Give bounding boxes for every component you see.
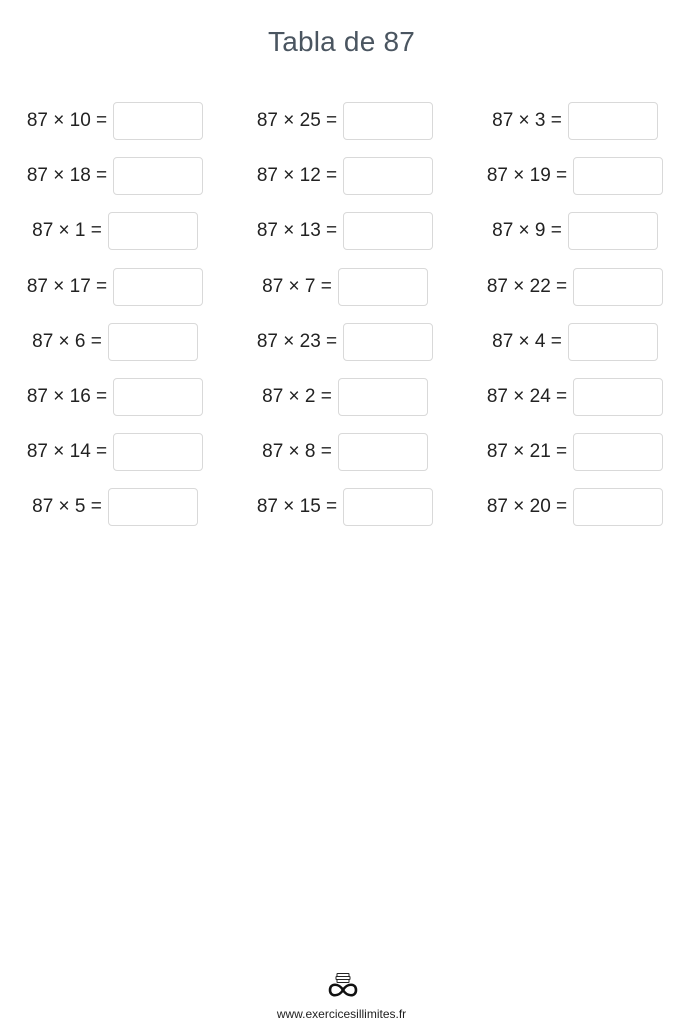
exercise-item — [460, 156, 683, 196]
answer-input[interactable] — [573, 157, 663, 195]
exercise-row — [0, 322, 683, 377]
exercise-grid — [0, 101, 683, 543]
exercise-item — [230, 377, 460, 417]
answer-input[interactable] — [568, 212, 658, 250]
exercise-expression: 87 × 16 = — [26, 385, 108, 407]
answer-input[interactable] — [573, 433, 663, 471]
exercise-row — [0, 267, 683, 322]
exercise-expression: 87 × 23 = — [256, 330, 338, 352]
exercise-expression: 87 × 25 = — [256, 110, 338, 131]
answer-input[interactable] — [573, 268, 663, 306]
exercise-item — [460, 267, 683, 307]
exercise-row — [0, 211, 683, 266]
exercise-expression: 87 × 24 = — [486, 385, 568, 407]
exercise-item — [230, 101, 460, 141]
answer-input[interactable] — [113, 157, 203, 195]
exercise-item — [0, 211, 230, 251]
exercise-expression: 87 × 22 = — [486, 275, 568, 297]
answer-input[interactable] — [573, 378, 663, 416]
answer-input[interactable] — [108, 212, 198, 250]
exercise-item — [460, 322, 683, 362]
exercise-expression: 87 × 1 = — [32, 220, 102, 242]
answer-input[interactable] — [343, 157, 433, 195]
exercise-expression: 87 × 14 = — [26, 441, 108, 463]
exercise-item — [0, 377, 230, 417]
exercise-item — [0, 487, 230, 527]
exercise-item — [230, 432, 460, 472]
answer-input[interactable] — [108, 323, 198, 361]
exercise-expression: 87 × 18 = — [26, 165, 108, 187]
exercise-item — [0, 156, 230, 196]
exercise-item — [0, 322, 230, 362]
exercise-item — [230, 322, 460, 362]
answer-input[interactable] — [343, 323, 433, 361]
answer-input[interactable] — [113, 378, 203, 416]
exercise-expression: 87 × 21 = — [486, 441, 568, 463]
exercise-expression: 87 × 19 = — [486, 165, 568, 187]
answer-input[interactable] — [338, 268, 428, 306]
exercise-item — [0, 101, 230, 141]
exercise-expression: 87 × 13 = — [256, 220, 338, 242]
exercise-expression: 87 × 4 = — [492, 330, 562, 352]
exercise-row — [0, 377, 683, 432]
exercise-item — [230, 267, 460, 307]
exercise-row — [0, 156, 683, 211]
exercise-expression: 87 × 9 = — [492, 220, 562, 242]
answer-input[interactable] — [108, 488, 198, 526]
exercise-item — [460, 432, 683, 472]
answer-input[interactable] — [338, 378, 428, 416]
exercise-item — [230, 156, 460, 196]
exercise-expression: 87 × 5 = — [32, 496, 102, 518]
exercise-expression: 87 × 2 = — [262, 385, 332, 407]
page-title: Tabla de 87 — [268, 26, 415, 57]
answer-input[interactable] — [338, 433, 428, 471]
exercise-row — [0, 487, 683, 542]
exercise-expression: 87 × 3 = — [492, 110, 562, 131]
exercise-item — [0, 267, 230, 307]
exercise-row — [0, 101, 683, 156]
answer-input[interactable] — [343, 212, 433, 250]
infinity-books-icon — [326, 972, 360, 998]
answer-input[interactable] — [113, 102, 203, 140]
answer-input[interactable] — [343, 488, 433, 526]
exercise-expression: 87 × 20 = — [486, 496, 568, 518]
exercise-expression: 87 × 6 = — [32, 330, 102, 352]
exercise-expression: 87 × 15 = — [256, 496, 338, 518]
exercise-item — [460, 211, 683, 251]
exercise-expression: 87 × 7 = — [262, 275, 332, 297]
exercise-expression: 87 × 12 = — [256, 165, 338, 187]
answer-input[interactable] — [568, 102, 658, 140]
exercise-expression: 87 × 10 = — [26, 110, 108, 131]
exercise-item — [460, 377, 683, 417]
exercise-item — [230, 487, 460, 527]
answer-input[interactable] — [113, 268, 203, 306]
answer-input[interactable] — [343, 102, 433, 140]
exercise-row — [0, 432, 683, 487]
exercise-item — [0, 432, 230, 472]
exercise-item — [460, 101, 683, 141]
exercise-expression: 87 × 17 = — [26, 275, 108, 297]
answer-input[interactable] — [568, 323, 658, 361]
exercise-item — [230, 211, 460, 251]
exercise-item — [460, 487, 683, 527]
exercise-expression: 87 × 8 = — [262, 441, 332, 463]
answer-input[interactable] — [113, 433, 203, 471]
answer-input[interactable] — [573, 488, 663, 526]
footer-url: www.exercicesillimites.fr — [276, 1007, 407, 1021]
